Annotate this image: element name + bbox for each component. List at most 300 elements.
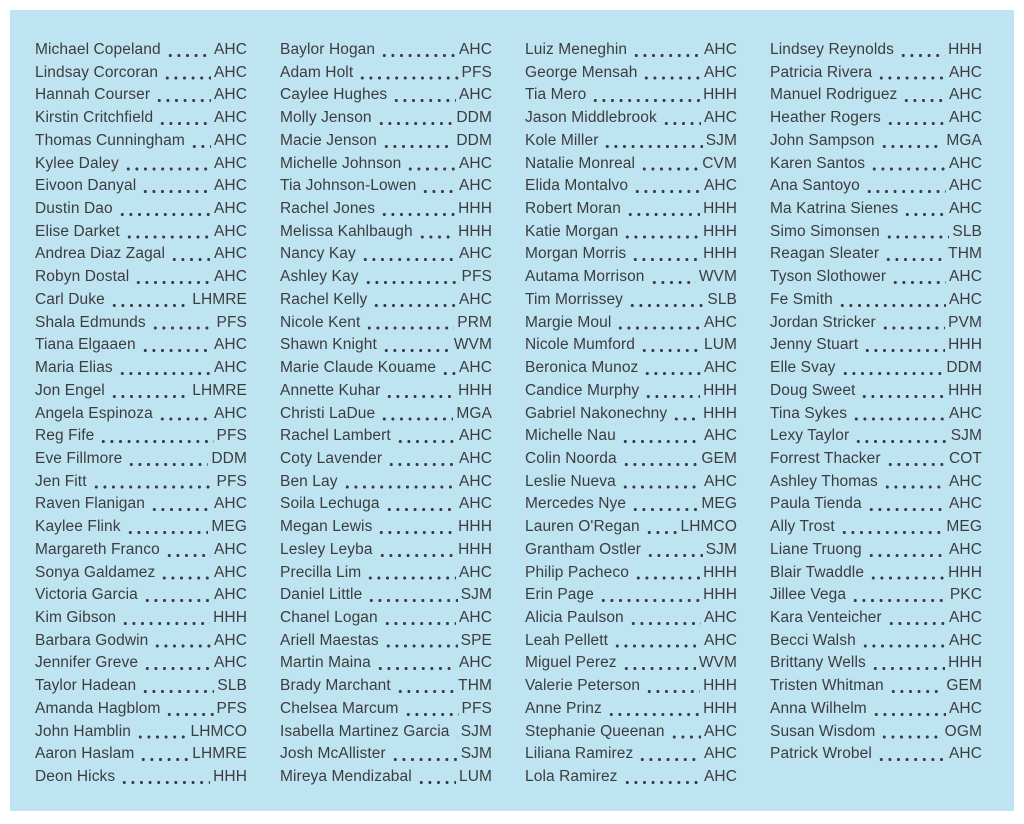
directory-entry (525, 539, 737, 562)
directory-entry (35, 153, 247, 176)
person-name: Brady Marchant (280, 677, 391, 695)
dot-leader (117, 198, 211, 221)
directory-entry (770, 175, 982, 198)
location-code: LHMRE (192, 381, 247, 399)
directory-entry (35, 675, 247, 698)
location-code: SJM (950, 427, 982, 445)
person-name: Fe Smith (770, 290, 833, 308)
location-code: HHH (948, 654, 982, 672)
person-name: Barbara Godwin (35, 631, 149, 649)
person-name: George Mensah (525, 63, 638, 81)
location-code: MEG (211, 518, 247, 536)
directory-entry (525, 425, 737, 448)
location-code: HHH (703, 677, 737, 695)
location-code: WVM (698, 268, 737, 286)
dot-leader (384, 493, 456, 516)
person-name: Ashley Thomas (770, 472, 878, 490)
directory-entry (525, 84, 737, 107)
person-name: Hannah Courser (35, 86, 151, 104)
location-code: AHC (948, 86, 982, 104)
dot-leader (142, 652, 211, 675)
directory-entry (770, 380, 982, 403)
person-name: Kole Miller (525, 131, 599, 149)
directory-entry (770, 562, 982, 585)
directory-column (280, 39, 492, 811)
location-code: GEM (946, 677, 982, 695)
dot-leader (633, 562, 700, 585)
dot-leader (124, 221, 211, 244)
location-code: AHC (458, 449, 492, 467)
directory-entry (525, 698, 737, 721)
dot-leader (365, 562, 456, 585)
dot-leader (888, 675, 944, 698)
location-code: HHH (458, 222, 492, 240)
location-code: AHC (703, 427, 737, 445)
person-name: Heather Rogers (770, 109, 881, 127)
person-name: Liane Truong (770, 540, 862, 558)
dot-leader (625, 198, 700, 221)
directory-entry (35, 425, 247, 448)
person-name: Karen Santos (770, 154, 866, 172)
directory-entry (770, 448, 982, 471)
dot-leader (890, 266, 946, 289)
dot-leader (871, 698, 946, 721)
directory-entry (770, 721, 982, 744)
directory-entry (35, 607, 247, 630)
person-name: John Sampson (770, 131, 875, 149)
directory-entry (525, 493, 737, 516)
directory-entry (280, 584, 492, 607)
dot-leader (669, 721, 701, 744)
person-name: Brittany Wells (770, 654, 866, 672)
location-code: PFS (461, 699, 492, 717)
location-code: SJM (705, 131, 737, 149)
person-name: Stephanie Queenan (525, 722, 665, 740)
directory-entry (770, 403, 982, 426)
location-code: AHC (213, 359, 247, 377)
directory-entry (280, 84, 492, 107)
dot-leader (885, 107, 946, 130)
person-name: Megan Lewis (280, 518, 373, 536)
dot-leader (837, 289, 946, 312)
directory-entry (525, 630, 737, 653)
dot-leader (620, 425, 701, 448)
directory-column (35, 39, 247, 811)
location-code: PFS (461, 63, 492, 81)
location-code: AHC (458, 563, 492, 581)
directory-entry (770, 130, 982, 153)
dot-leader (154, 84, 211, 107)
person-name: Patrick Wrobel (770, 745, 872, 763)
person-name: Blair Twaddle (770, 563, 865, 581)
dot-leader (641, 62, 701, 85)
dot-leader (876, 743, 946, 766)
person-name: Lexy Taylor (770, 427, 850, 445)
directory-entry (770, 516, 982, 539)
location-code: HHH (703, 381, 737, 399)
location-code: AHC (948, 290, 982, 308)
dot-leader (169, 243, 211, 266)
dot-leader (864, 175, 946, 198)
dot-leader (644, 516, 678, 539)
directory-entry (35, 652, 247, 675)
directory-entry (525, 221, 737, 244)
location-code: HHH (213, 768, 247, 785)
directory-entry (525, 289, 737, 312)
person-name: Valerie Peterson (525, 677, 641, 695)
location-code: AHC (703, 768, 737, 785)
dot-leader (630, 493, 698, 516)
dot-leader (152, 630, 211, 653)
location-code: AHC (703, 745, 737, 763)
person-name: Baylor Hogan (280, 41, 376, 58)
person-name: Jordan Stricker (770, 313, 876, 331)
person-name: Christi LaDue (280, 404, 376, 422)
person-name: Lola Ramirez (525, 768, 618, 785)
location-code: AHC (458, 495, 492, 513)
directory-entry (770, 652, 982, 675)
person-name: Aaron Haslam (35, 745, 135, 763)
dot-leader (620, 471, 701, 494)
dot-leader (880, 312, 945, 335)
location-code: AHC (948, 177, 982, 195)
dot-leader (866, 493, 946, 516)
dot-leader (639, 153, 699, 176)
dot-leader (602, 130, 702, 153)
dot-leader (627, 289, 704, 312)
person-name: Macie Jenson (280, 131, 377, 149)
person-name: Natalie Monreal (525, 154, 636, 172)
dot-leader (840, 357, 944, 380)
person-name: Paula Tienda (770, 495, 862, 513)
directory-entry (35, 243, 247, 266)
location-code: SLB (217, 677, 247, 695)
directory-entry (525, 403, 737, 426)
location-code: AHC (948, 63, 982, 81)
directory-entry (525, 130, 737, 153)
directory-entry (35, 334, 247, 357)
person-name: Kaylee Flink (35, 518, 121, 536)
directory-entry (35, 107, 247, 130)
person-name: Carl Duke (35, 290, 105, 308)
person-name: Michelle Nau (525, 427, 616, 445)
person-name: Colin Noorda (525, 449, 617, 467)
dot-leader (98, 425, 213, 448)
dot-leader (109, 380, 189, 403)
location-code: PFS (216, 427, 247, 445)
location-code: AHC (703, 313, 737, 331)
dot-leader (642, 357, 701, 380)
dot-leader (126, 448, 208, 471)
location-code: AHC (213, 404, 247, 422)
directory-entry (280, 266, 492, 289)
directory-column (525, 39, 737, 811)
location-code: AHC (458, 359, 492, 377)
dot-leader (416, 766, 456, 789)
location-code: MGA (456, 404, 492, 422)
dot-leader (853, 425, 947, 448)
dot-leader (645, 539, 703, 562)
location-code: DDM (946, 359, 982, 377)
location-code: AHC (948, 540, 982, 558)
directory-entry (770, 493, 982, 516)
dot-leader (901, 84, 946, 107)
dot-leader (876, 62, 946, 85)
directory-entry (525, 721, 737, 744)
location-code: AHC (213, 336, 247, 354)
person-name: Precilla Lim (280, 563, 362, 581)
directory-entry (770, 334, 982, 357)
directory-entry (280, 539, 492, 562)
directory-entry (280, 334, 492, 357)
dot-leader (157, 403, 211, 426)
location-code: AHC (948, 608, 982, 626)
dot-leader (850, 584, 947, 607)
person-name: Mercedes Nye (525, 495, 627, 513)
directory-entry (35, 312, 247, 335)
dot-leader (377, 539, 456, 562)
dot-leader (382, 607, 456, 630)
person-name: Ariell Maestas (280, 631, 379, 649)
directory-entry (35, 289, 247, 312)
directory-entry (280, 198, 492, 221)
directory-entry (280, 39, 492, 62)
person-name: Tina Sykes (770, 404, 848, 422)
location-code: AHC (458, 154, 492, 172)
location-code: MGA (946, 131, 982, 149)
person-name: Lesley Leyba (280, 540, 373, 558)
location-code: AHC (213, 131, 247, 149)
location-code: MEG (701, 495, 737, 513)
dot-leader (379, 403, 453, 426)
location-code: AHC (703, 41, 737, 58)
directory-entry (525, 312, 737, 335)
directory-entry (770, 221, 982, 244)
dot-leader (381, 334, 451, 357)
dot-leader (454, 721, 458, 744)
dot-leader (140, 675, 214, 698)
dot-leader (886, 607, 946, 630)
dot-leader (138, 743, 189, 766)
location-code: AHC (703, 722, 737, 740)
location-code: PVM (948, 313, 982, 331)
location-code: AHC (703, 359, 737, 377)
location-code: AHC (703, 63, 737, 81)
person-name: Jillee Vega (770, 586, 847, 604)
person-name: Margie Moul (525, 313, 612, 331)
directory-entry (770, 357, 982, 380)
directory-entry (35, 721, 247, 744)
location-code: AHC (948, 631, 982, 649)
location-code: AHC (213, 654, 247, 672)
directory-entry (280, 471, 492, 494)
location-code: THM (458, 677, 492, 695)
dot-leader (598, 584, 700, 607)
person-name: Kirstin Critchfield (35, 109, 154, 127)
directory-entry (280, 698, 492, 721)
dot-leader (342, 471, 456, 494)
dot-leader (391, 84, 456, 107)
dot-leader (898, 39, 945, 62)
dot-leader (644, 675, 700, 698)
person-name: Robyn Dostal (35, 268, 130, 286)
directory-entry (525, 334, 737, 357)
person-name: Jenny Stuart (770, 336, 859, 354)
location-code: AHC (213, 222, 247, 240)
dot-leader (606, 698, 700, 721)
dot-leader (379, 198, 455, 221)
location-code: HHH (703, 404, 737, 422)
directory-entry (35, 471, 247, 494)
person-name: Dustin Dao (35, 200, 113, 218)
dot-leader (883, 243, 945, 266)
dot-leader (612, 630, 701, 653)
location-code: AHC (948, 404, 982, 422)
person-name: Doug Sweet (770, 381, 856, 399)
location-code: AHC (458, 608, 492, 626)
dot-leader (637, 743, 701, 766)
directory-entry (280, 107, 492, 130)
dot-leader (376, 516, 455, 539)
location-code: LHMRE (192, 745, 247, 763)
person-name: Chanel Logan (280, 608, 378, 626)
location-code: HHH (213, 608, 247, 626)
dot-leader (386, 448, 456, 471)
directory-entry (35, 539, 247, 562)
location-code: HHH (703, 222, 737, 240)
directory-entry (525, 766, 737, 789)
person-name: Rachel Kelly (280, 290, 368, 308)
location-code: AHC (213, 154, 247, 172)
directory-entry (770, 584, 982, 607)
dot-leader (590, 84, 700, 107)
directory-entry (770, 289, 982, 312)
person-name: Nicole Kent (280, 313, 361, 331)
location-code: AHC (213, 586, 247, 604)
dot-leader (902, 198, 946, 221)
directory-entry (770, 198, 982, 221)
location-code: AHC (948, 745, 982, 763)
dot-leader (363, 266, 459, 289)
dot-leader (879, 721, 941, 744)
dot-leader (381, 130, 454, 153)
location-code: AHC (948, 109, 982, 127)
location-code: AHC (458, 86, 492, 104)
person-name: Ma Katrina Sienes (770, 200, 899, 218)
location-code: AHC (458, 177, 492, 195)
person-name: Michelle Johnson (280, 154, 402, 172)
location-code: HHH (458, 200, 492, 218)
directory-entry (35, 130, 247, 153)
location-code: SLB (707, 290, 737, 308)
dot-leader (440, 357, 456, 380)
person-name: Mireya Mendizabal (280, 768, 412, 785)
dot-leader (621, 652, 696, 675)
directory-entry (35, 175, 247, 198)
location-code: LUM (703, 336, 737, 354)
person-name: Elida Montalvo (525, 177, 629, 195)
location-code: AHC (213, 86, 247, 104)
person-name: Candice Murphy (525, 381, 640, 399)
directory-entry (35, 516, 247, 539)
location-code: AHC (703, 631, 737, 649)
person-name: Jennifer Greve (35, 654, 139, 672)
dot-leader (870, 652, 945, 675)
person-name: Reagan Sleater (770, 245, 880, 263)
location-code: HHH (458, 518, 492, 536)
dot-leader (622, 221, 700, 244)
dot-leader (643, 380, 700, 403)
location-code: WVM (453, 336, 492, 354)
person-name: Ana Santoyo (770, 177, 860, 195)
person-name: Shawn Knight (280, 336, 377, 354)
person-name: Nancy Kay (280, 245, 356, 263)
person-name: Lindsey Reynolds (770, 41, 894, 58)
location-code: HHH (703, 563, 737, 581)
directory-entry (280, 493, 492, 516)
directory-entry (35, 766, 247, 789)
dot-leader (860, 630, 946, 653)
location-code: AHC (703, 472, 737, 490)
dot-leader (628, 607, 701, 630)
location-code: SPE (460, 631, 492, 649)
location-code: OGM (944, 722, 982, 740)
dot-leader (862, 334, 945, 357)
dot-leader (135, 721, 188, 744)
directory-entry (280, 243, 492, 266)
person-name: Adam Holt (280, 63, 354, 81)
dot-leader (661, 107, 701, 130)
person-name: Kim Gibson (35, 608, 117, 626)
location-code: PFS (216, 313, 247, 331)
person-name: Maria Elias (35, 359, 113, 377)
directory-entry (525, 243, 737, 266)
person-name: Gabriel Nakonechny (525, 404, 668, 422)
directory-entry (280, 221, 492, 244)
location-code: AHC (948, 268, 982, 286)
location-code: AHC (213, 495, 247, 513)
person-name: Becci Walsh (770, 631, 856, 649)
dot-leader (866, 539, 946, 562)
directory-entry (525, 448, 737, 471)
location-code: SJM (460, 745, 492, 763)
location-code: AHC (458, 472, 492, 490)
location-code: HHH (458, 540, 492, 558)
location-code: AHC (213, 245, 247, 263)
directory-entry (525, 153, 737, 176)
location-code: AHC (213, 63, 247, 81)
directory-entry (525, 62, 737, 85)
dot-leader (420, 175, 456, 198)
location-code: AHC (458, 427, 492, 445)
person-name: Eivoon Danyal (35, 177, 137, 195)
dot-leader (142, 584, 211, 607)
person-name: Jon Engel (35, 381, 105, 399)
person-name: Tristen Whitman (770, 677, 884, 695)
dot-leader (671, 403, 700, 426)
person-name: Eve Fillmore (35, 449, 123, 467)
person-name: Liliana Ramirez (525, 745, 634, 763)
directory-entry (525, 107, 737, 130)
directory-entry (280, 357, 492, 380)
directory-entry (35, 448, 247, 471)
person-name: Ashley Kay (280, 268, 359, 286)
person-name: Marie Claude Kouame (280, 359, 437, 377)
person-name: Caylee Hughes (280, 86, 388, 104)
directory-entry (525, 380, 737, 403)
location-code: PRM (457, 313, 492, 331)
directory-entry (525, 471, 737, 494)
